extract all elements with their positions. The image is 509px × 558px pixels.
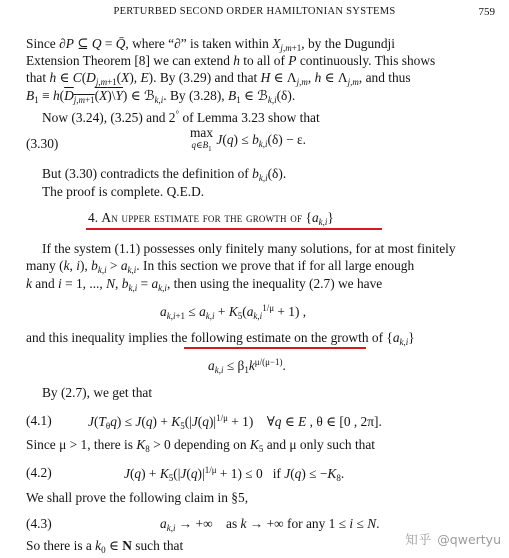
p4-line: and this inequality implies the following estimate on the growth of $\{a_{k,i}\}$ — [26, 330, 415, 347]
p3-line-2: many (k, i), $b_{k,i} > a_{k,i}$. In this section we prove that if for all large enough — [26, 258, 415, 275]
p3-line-3: k and i = 1, ..., N, $b_{k,i} = a_{k,i}$, then using the inequality (2.7) we have — [26, 276, 383, 293]
running-title: PERTURBED SECOND ORDER HAMILTONIAN SYSTEMS — [113, 6, 396, 17]
section-heading: 4. An upper estimate for the growth of $\{a_{k,i}\}$ — [88, 210, 334, 227]
p6-line: Since μ > 1, there is $K_8 > 0$ depending on $K_5$ and μ only such that — [26, 437, 376, 454]
watermark-site: 知乎 — [405, 532, 433, 547]
eq-growth-bound: $a_{k,i} \le \beta_1k^{\mu/(\mu-1)}$. — [208, 357, 286, 375]
p5-line: By (2.7), we get that — [42, 385, 153, 400]
eq-4-3-label: (4.3) — [26, 516, 52, 531]
eq-4-2-label: (4.2) — [26, 465, 52, 480]
watermark-handle: @qwertyu — [437, 531, 501, 547]
eq-3-30-label: (3.30) — [26, 136, 59, 151]
p3-line-1: If the system (1.1) possesses only finitely many solutions, for at most finitely — [42, 241, 456, 256]
watermark — [405, 530, 501, 548]
page-number: 759 — [478, 6, 495, 18]
running-header — [0, 6, 509, 22]
red-underline-estimate — [184, 347, 366, 349]
p2-line-2: The proof is complete. Q.E.D. — [42, 184, 205, 199]
eq-4-3: $a_{k,i}$ → +∞ as k → +∞ for any 1 ≤ i ≤ N. — [160, 516, 380, 533]
p2-line-1: But (3.30) contradicts the definition of $b_{k,i}(\delta)$. — [42, 166, 287, 183]
p1-line-1: Since ∂P ⊆ Q = Q̄, where “∂” is taken within $X_{j,m+1}$, by the Dugundji — [26, 36, 395, 53]
p1-line-4: $B_1$ ≡ $h(D_{j,m+1}(X)\backslash Y)$ ∈ ℬ$_{k,i}$. By (3.28), $B_1$ ∈ ℬ$_{k,i}$(δ). — [26, 88, 296, 105]
eq-4-1-label: (4.1) — [26, 413, 52, 428]
p1-line-5: Now (3.24), (3.25) and 2° of Lemma 3.23 show that — [42, 109, 320, 125]
p7-line: We shall prove the following claim in §5, — [26, 490, 249, 505]
eq-4-1: $J(T_\theta q) \le J(q) + K_5(|J(q)|^{1/\mu} + 1)$ ∀q ∈ E , θ ∈ [0 , 2π]. — [88, 413, 382, 431]
eq-3-30: max $q\in B_1$ $J(q) \le b_{k,i}(\delta) - \varepsilon$. — [190, 125, 306, 153]
red-underline-heading — [86, 228, 382, 230]
p1-line-2: Extension Theorem [8] we can extend h to all of P continuously. This shows — [26, 53, 436, 68]
eq-growth-step: $a_{k,i+1} \le a_{k,i} + K_5(a_{k,i}^{1/\mu} + 1)$ , — [160, 303, 307, 321]
p8-line: So there is a $k_0$ ∈ N such that — [26, 538, 184, 555]
eq-4-2: $J(q) + K_5(|J(q)|^{1/\mu} + 1) \le 0$ if $J(q) \le -K_8$. — [124, 465, 345, 483]
p1-line-3: that h ∈ $C(D_{j,m+1}(X)$, E). By (3.29) and that H ∈ $\Lambda_{j,m}$, h ∈ $\Lambda_{j,m}$, and thus — [26, 70, 411, 87]
